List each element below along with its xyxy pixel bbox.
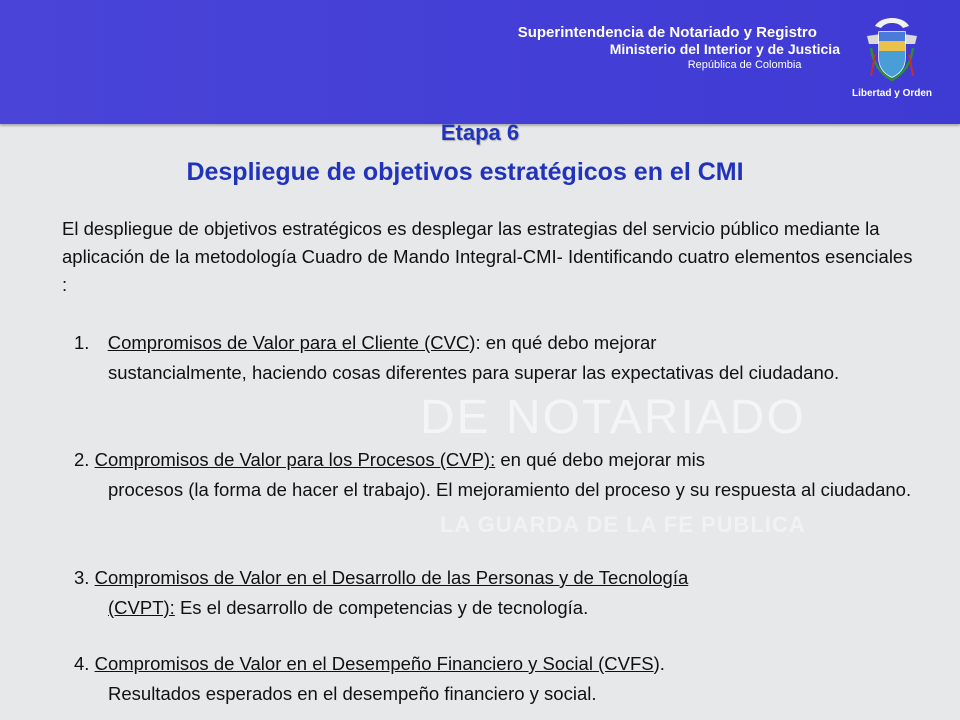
ministry-name: Ministerio del Interior y de Justicia [609, 41, 840, 58]
item-term: Compromisos de Valor para el Cliente (CVC [107, 332, 470, 353]
organization-block [518, 24, 840, 72]
item-term: Compromisos de Valor en el Desarrollo de las Personas y de Tecnología [94, 567, 689, 588]
item-number: 4. [74, 653, 90, 674]
item-term: Compromisos de Valor en el Desempeño Financiero y Social (CVFS [94, 653, 654, 674]
item-number: 3. [74, 567, 90, 588]
watermark-text: DE NOTARIADO [420, 391, 806, 444]
list-item-cvfs [74, 649, 920, 709]
item-text: en qué debo mejorar mis [495, 449, 705, 470]
item-continuation: procesos (la forma de hacer el trabajo). El mejoramiento del proceso y su respuesta al ciudadano. [108, 479, 912, 500]
intro-paragraph: El despliegue de objetivos estratégicos es desplegar las estrategias del servicio público mediante la aplicación de la metodología Cuadro de Mando Integral-CMI- Identificando cuatro elementos esenciales : [62, 218, 913, 295]
stage-title: Etapa 6 [440, 120, 520, 145]
item-continuation: Es el desarrollo de competencias y de tecnología. [174, 597, 589, 618]
national-motto: Libertad y Orden [852, 88, 933, 99]
coat-of-arms [852, 14, 932, 114]
header-banner [0, 0, 960, 124]
item-term: Compromisos de Valor para los Procesos (CVP): [94, 449, 496, 470]
country-name: República de Colombia [687, 59, 802, 72]
item-continuation: Resultados esperados en el desempeño financiero y social. [108, 683, 597, 704]
list-item-cvc [74, 328, 920, 388]
item-text: ). [653, 653, 665, 674]
page-title: Despliegue de objetivos estratégicos en el CMI [186, 158, 744, 186]
coat-of-arms-icon [861, 14, 923, 86]
item-number: 1. [74, 332, 90, 353]
item-number: 2. [74, 449, 90, 470]
list-item-cvp [74, 445, 920, 505]
list-item-cvpt [74, 563, 920, 623]
org-name: Superintendencia de Notariado y Registro [517, 24, 817, 41]
item-continuation: sustancialmente, haciendo cosas diferentes para superar las expectativas del ciudadano. [108, 362, 840, 383]
item-text: ): en qué debo mejorar [469, 332, 657, 353]
item-term-continuation: (CVPT): [108, 597, 175, 618]
watermark-subtext: LA GUARDA DE LA FE PUBLICA [440, 512, 806, 537]
